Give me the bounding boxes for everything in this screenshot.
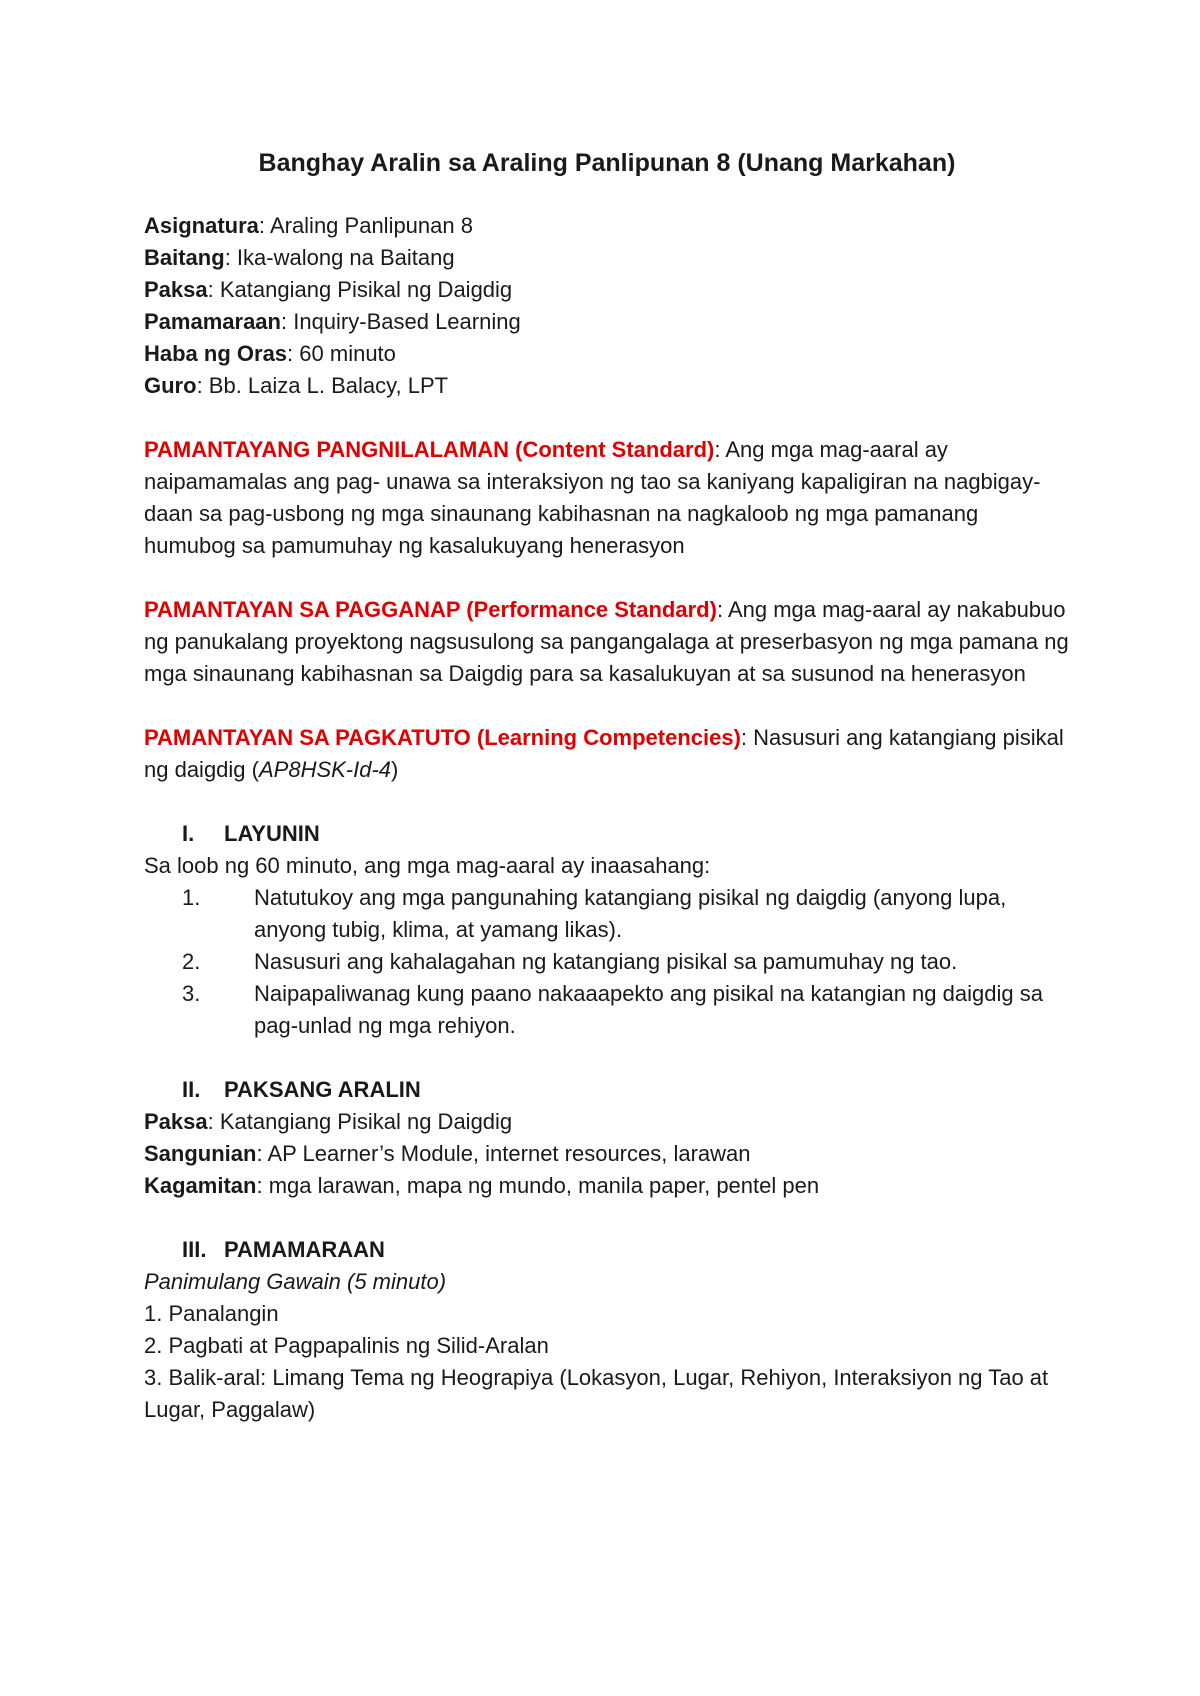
aralin-label: Kagamitan: [144, 1173, 257, 1198]
learning-competencies-text: Nasusuri ang katangiang pisikal ng daigdig (: [144, 725, 1064, 782]
learning-competencies: PAMANTAYAN SA PAGKATUTO (Learning Competencies): Nasusuri ang katangiang pisikal ng daigdig (AP8HSK-Id-4): [144, 725, 1064, 782]
meta-row-pamamaraan: Pamamaraan: Inquiry-Based Learning: [144, 309, 521, 334]
layunin-intro: Sa loob ng 60 minuto, ang mga mag-aaral ay inaasahang:: [144, 853, 711, 878]
content-standard: PAMANTAYANG PANGNILALAMAN (Content Standard): Ang mga mag-aaral ay naipamamalas ang pag- unawa sa interaksiyon ng tao sa kaniyang kapaligiran na nagbigay-daan sa pag-usbong ng mga sinaunang kabihasnan na nagkaloob ng mga pamanang humubog sa pamumuhay ng kasalukuyang henerasyon: [144, 437, 1041, 558]
content-standard-heading: PAMANTAYANG PANGNILALAMAN (Content Standard): [144, 437, 715, 462]
aralin-row-kagamitan: Kagamitan: mga larawan, mapa ng mundo, manila paper, pentel pen: [144, 1173, 820, 1198]
meta-label: Pamamaraan: [144, 309, 281, 334]
list-item: [144, 882, 1070, 946]
aralin-value: Katangiang Pisikal ng Daigdig: [219, 1109, 513, 1134]
section-heading-pamamaraan: [144, 1234, 1070, 1266]
objectives-list: [144, 882, 1070, 1042]
learning-competencies-close: ): [391, 757, 399, 782]
document-title: Banghay Aralin sa Araling Panlipunan 8 (Unang Markahan): [258, 149, 956, 177]
step-item: 2. Pagbati at Pagpapalinis ng Silid-Aralan: [144, 1333, 549, 1358]
list-number: 3.: [182, 981, 201, 1006]
meta-label: Asignatura: [144, 213, 259, 238]
aralin-label: Sangunian: [144, 1141, 257, 1166]
meta-value: 60 minuto: [299, 341, 396, 366]
meta-row-haba-ng-oras: Haba ng Oras: 60 minuto: [144, 341, 396, 366]
content-standard-text: Ang mga mag-aaral ay naipamamalas ang pag- unawa sa interaksiyon ng tao sa kaniyang kapaligiran na nagbigay-daan sa pag-usbong ng mga sinaunang kabihasnan na nagkaloob ng mga pamanang humubog sa pamumuhay ng kasalukuyang henerasyon: [144, 437, 1041, 558]
section-heading-layunin: [144, 818, 1070, 850]
section-number: II.: [182, 1077, 201, 1102]
learning-competencies-heading: PAMANTAYAN SA PAGKATUTO (Learning Competencies): [144, 725, 741, 750]
panimulang-gawain-heading: Panimulang Gawain (5 minuto): [144, 1269, 447, 1294]
meta-label: Baitang: [144, 245, 225, 270]
performance-standard-text: Ang mga mag-aaral ay nakabubuo ng panukalang proyektong nagsusulong sa pangangalaga at preserbasyon ng mga pamana ng mga sinaunang kabihasnan sa Daigdig para sa kasalukuyan at sa susunod na henerasyon: [144, 597, 1069, 686]
step-item: 1. Panalangin: [144, 1301, 279, 1326]
list-item: [144, 978, 1070, 1042]
paksang-aralin-block: [144, 1106, 1070, 1202]
list-number: 2.: [182, 949, 201, 974]
list-text: Nasusuri ang kahalagahan ng katangiang pisikal sa pamumuhay ng tao.: [254, 949, 958, 974]
meta-value: Bb. Laiza L. Balacy, LPT: [208, 373, 449, 398]
meta-row-paksa: Paksa: Katangiang Pisikal ng Daigdig: [144, 277, 513, 302]
meta-row-asignatura: Asignatura: Araling Panlipunan 8: [144, 213, 473, 238]
step-item: 3. Balik-aral: Limang Tema ng Heograpiya (Lokasyon, Lugar, Rehiyon, Interaksiyon ng Tao at Lugar, Paggalaw): [144, 1365, 1049, 1422]
list-number: 1.: [182, 885, 201, 910]
meta-label: Paksa: [144, 277, 208, 302]
list-text: Natutukoy ang mga pangunahing katangiang pisikal ng daigdig (anyong lupa, anyong tubig, klima, at yamang likas).: [254, 885, 1007, 942]
meta-value: Katangiang Pisikal ng Daigdig: [219, 277, 513, 302]
meta-label: Guro: [144, 373, 197, 398]
meta-row-baitang: Baitang: Ika-walong na Baitang: [144, 245, 455, 270]
competency-code: AP8HSK-Id-4: [258, 757, 392, 782]
section-title: PAMAMARAAN: [224, 1237, 385, 1262]
section-number: III.: [182, 1237, 207, 1262]
section-title: PAKSANG ARALIN: [224, 1077, 421, 1102]
meta-value: Araling Panlipunan 8: [269, 213, 473, 238]
aralin-row-paksa: Paksa: Katangiang Pisikal ng Daigdig: [144, 1109, 513, 1134]
list-item: [144, 946, 1070, 978]
meta-value: Inquiry-Based Learning: [293, 309, 521, 334]
section-title: LAYUNIN: [224, 821, 320, 846]
performance-standard-heading: PAMANTAYAN SA PAGGANAP (Performance Standard): [144, 597, 717, 622]
meta-label: Haba ng Oras: [144, 341, 288, 366]
aralin-value: mga larawan, mapa ng mundo, manila paper, pentel pen: [268, 1173, 820, 1198]
aralin-value: AP Learner’s Module, internet resources, larawan: [267, 1141, 751, 1166]
list-text: Naipapaliwanag kung paano nakaaapekto ang pisikal na katangian ng daigdig sa pag-unlad ng mga rehiyon.: [254, 981, 1043, 1038]
section-number: I.: [182, 821, 195, 846]
meta-row-guro: Guro: Bb. Laiza L. Balacy, LPT: [144, 373, 449, 398]
aralin-row-sangunian: Sangunian: AP Learner’s Module, internet resources, larawan: [144, 1141, 751, 1166]
section-heading-paksang-aralin: [144, 1074, 1070, 1106]
aralin-label: Paksa: [144, 1109, 208, 1134]
meta-block: [144, 210, 1070, 402]
performance-standard: PAMANTAYAN SA PAGGANAP (Performance Standard): Ang mga mag-aaral ay nakabubuo ng panukalang proyektong nagsusulong sa pangangalaga at preserbasyon ng mga pamana ng mga sinaunang kabihasnan sa Daigdig para sa kasalukuyan at sa susunod na henerasyon: [144, 597, 1069, 686]
meta-value: Ika-walong na Baitang: [236, 245, 455, 270]
